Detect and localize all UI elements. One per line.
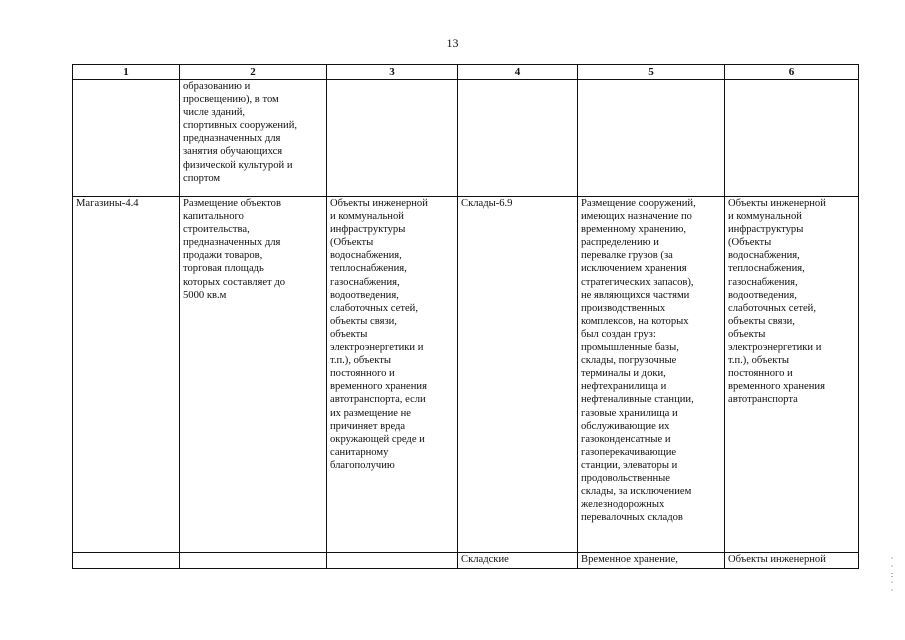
table-row	[73, 80, 859, 197]
table-cell	[327, 553, 458, 569]
table-cell	[327, 197, 458, 553]
table-cell	[73, 197, 180, 553]
table-cell	[180, 553, 327, 569]
column-header-1: 1	[73, 65, 180, 80]
page-number: 13	[446, 36, 459, 50]
table-cell	[458, 553, 578, 569]
cell-text: Временное хранение,	[581, 554, 678, 565]
table-cell	[327, 80, 458, 197]
column-header-3: 3	[327, 65, 458, 80]
table-row	[73, 197, 859, 553]
column-header-6: 6	[725, 65, 859, 80]
cell-text: Складские	[461, 554, 509, 565]
land-use-table	[72, 64, 859, 569]
cell-text: образованию и просвещению), в том числе зданий, спортивных сооружений, предназначенных для занятия обучающихся физической культурой и спортом	[183, 81, 298, 184]
table-cell	[578, 80, 725, 197]
table-cell	[725, 80, 859, 197]
column-header-2: 2	[180, 65, 327, 80]
table-cell	[725, 553, 859, 569]
table-cell	[73, 553, 180, 569]
cell-text: Размещение сооружений, имеющих назначение по временному хранению, распределению и перевалке грузов (за исключением хранения стратегических запасов), не являющихся частями производственных комплексов, на которых был создан груз: промышленные базы, склады, погрузочные терминалы и доки, нефтехранилища и нефтеналивные станции, газовые хранилища и обслуживающие их газоконденсатные и газоперекачивающие станции, элеваторы и продовольственные склады, за исключением железнодорожных перевалочных складов	[581, 198, 696, 524]
cell-text: Склады-6.9	[461, 198, 513, 209]
table-cell	[73, 80, 180, 197]
margin-scan-marks: · · : · ·	[890, 554, 894, 595]
cell-text: Магазины-4.4	[76, 198, 139, 209]
table-cell	[578, 197, 725, 553]
cell-text: Объекты инженерной и коммунальной инфраструктуры (Объекты водоснабжения, теплоснабжения, газоснабжения, водоотведения, слаботочных сетей, объекты связи, объекты электроэнергетики и т.п.), объекты постоянного и временного хранения автотранспорта, если их размещение не причиняет вреда окружающей среде и санитарному благополучию	[330, 198, 428, 471]
table-row	[73, 553, 859, 569]
table-cell	[180, 197, 327, 553]
column-header-4: 4	[458, 65, 578, 80]
cell-text: Размещение объектов капитального строительства, предназначенных для продажи товаров, торговая площадь которых составляет до 5000 кв.м	[183, 198, 286, 301]
table-cell	[725, 197, 859, 553]
table-header-row	[73, 65, 859, 80]
table-cell	[458, 197, 578, 553]
cell-text: Объекты инженерной	[728, 554, 826, 565]
cell-text: Объекты инженерной и коммунальной инфраструктуры (Объекты водоснабжения, теплоснабжения, газоснабжения, водоотведения, слаботочных сетей, объекты связи, объекты электроэнергетики и т.п.), объекты постоянного и временного хранения автотранспорта	[728, 198, 826, 406]
table-cell	[458, 80, 578, 197]
column-header-5: 5	[578, 65, 725, 80]
table-cell	[180, 80, 327, 197]
table-cell	[578, 553, 725, 569]
